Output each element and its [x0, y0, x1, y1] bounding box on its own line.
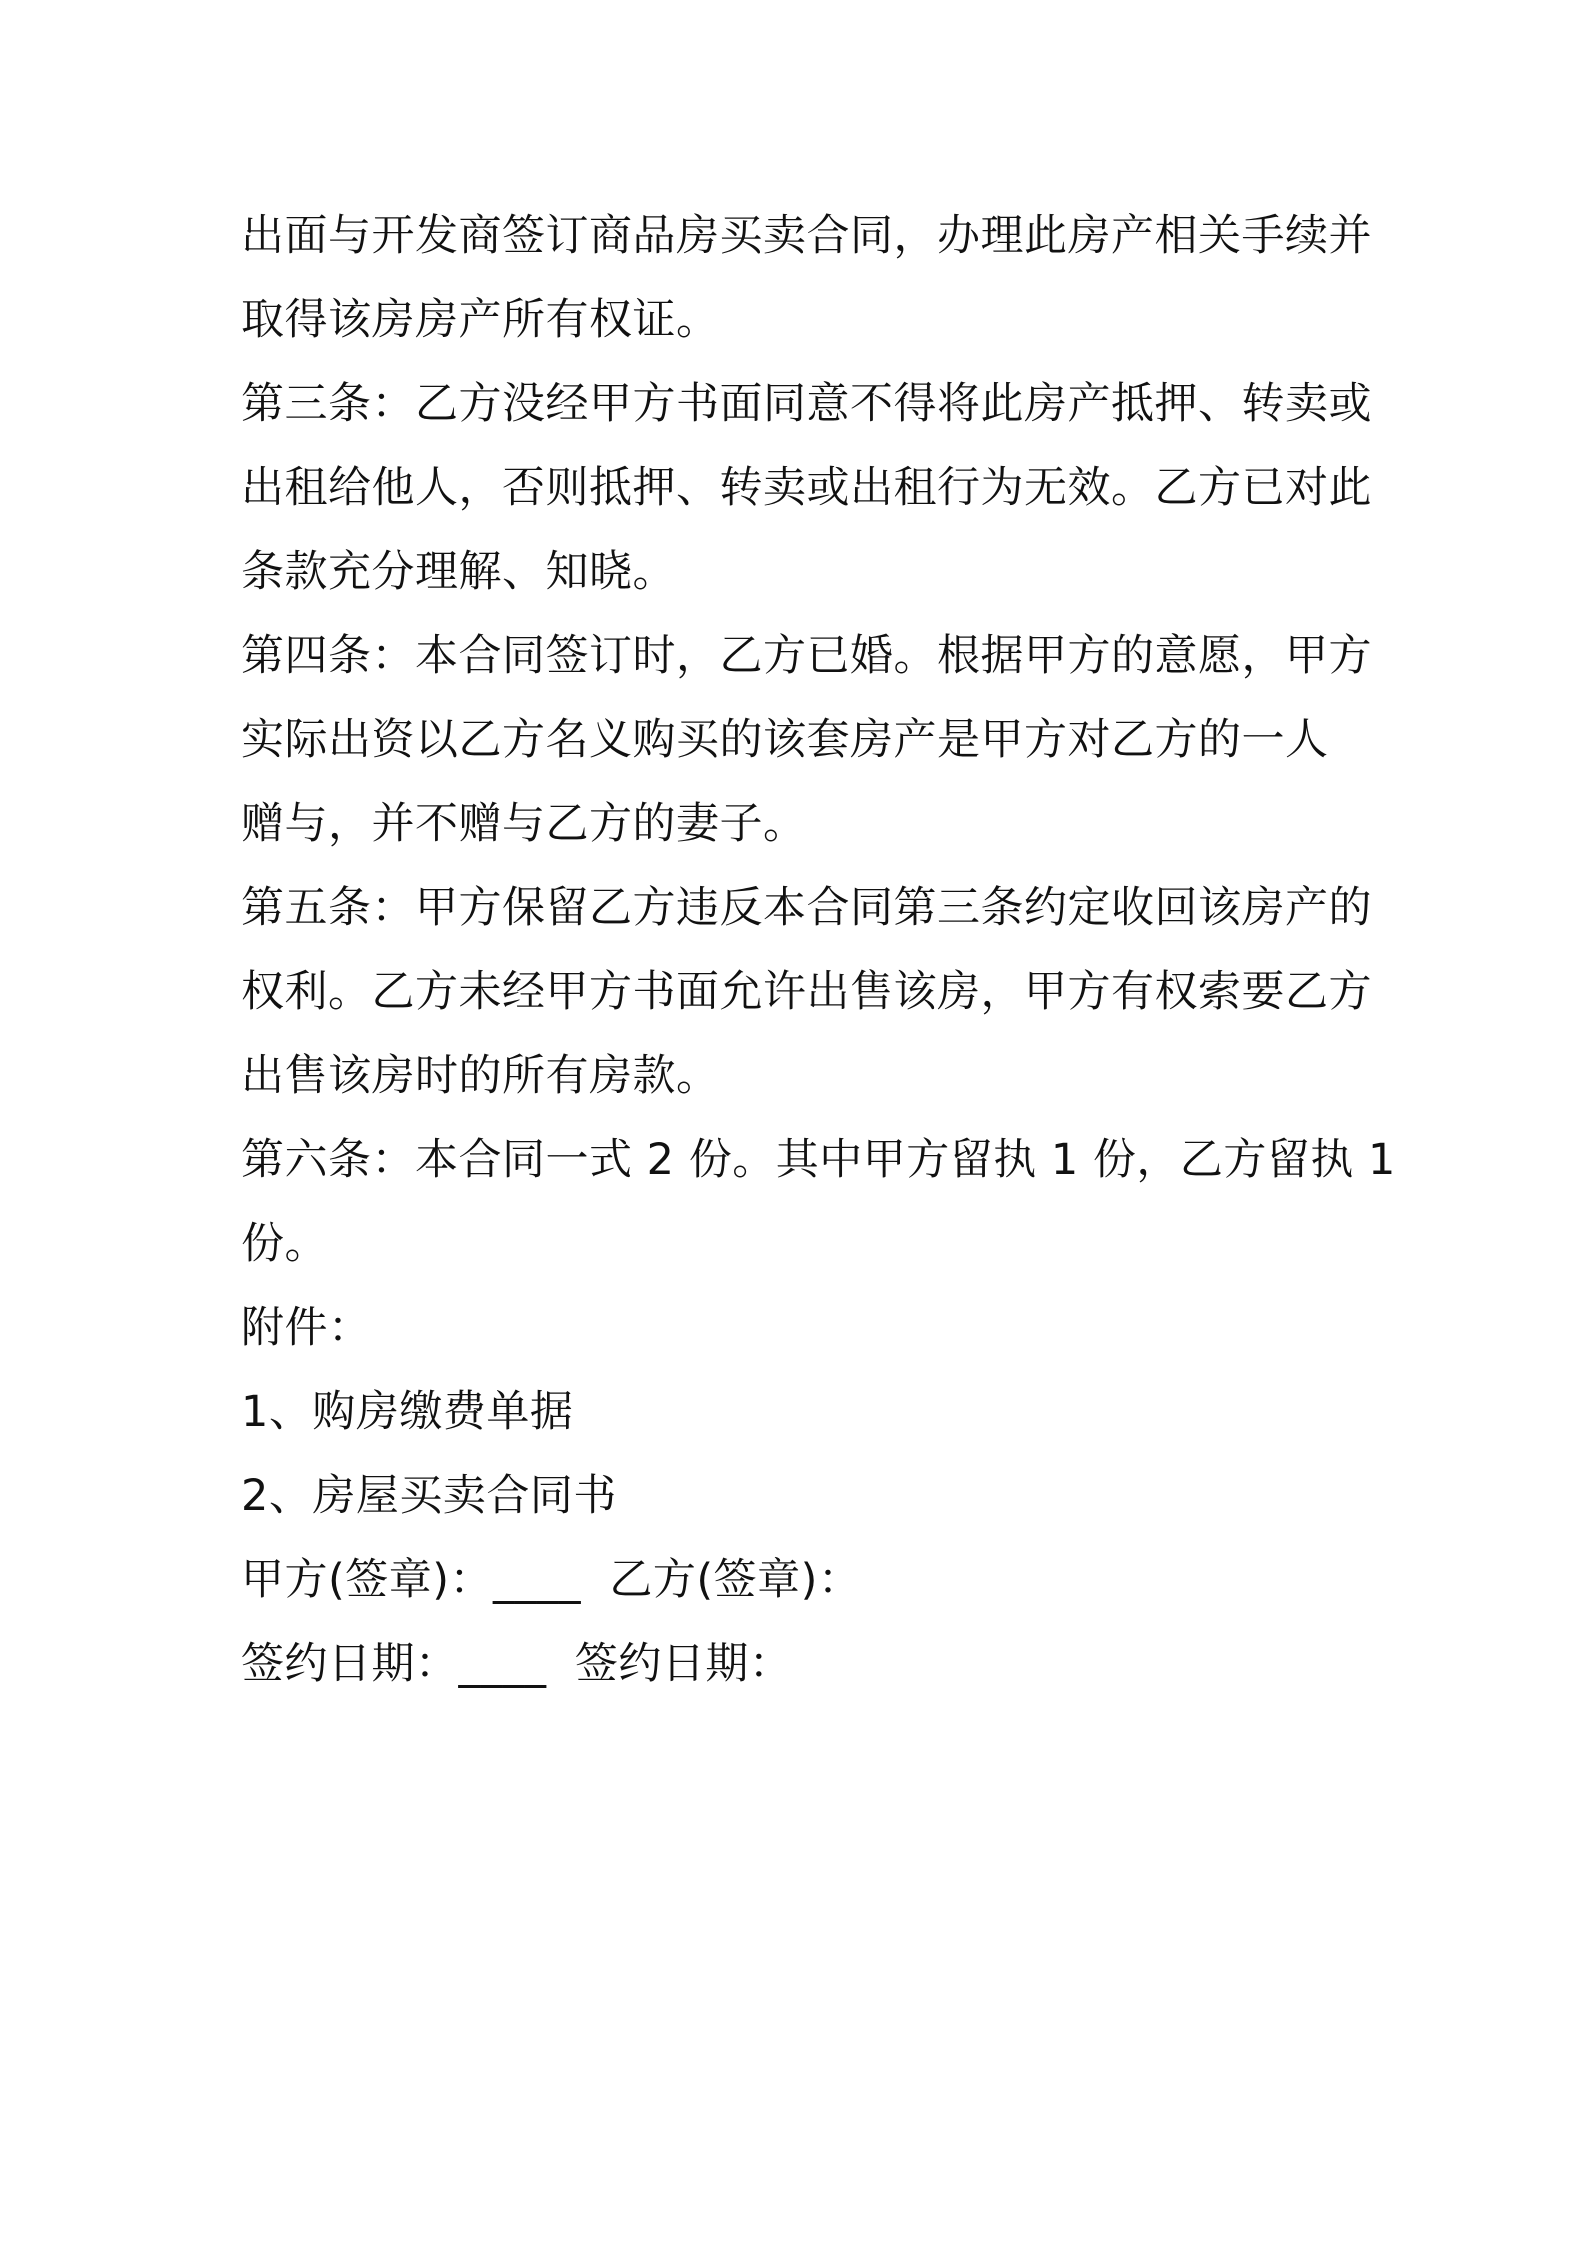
text-line: 第三条：乙方没经甲方书面同意不得将此房产抵押、转卖或 — [241, 379, 1372, 429]
clause-3 — [241, 362, 1372, 614]
text-line: 出租给他人，否则抵押、转卖或出租行为无效。乙方已对此 — [241, 463, 1372, 513]
text-line: 第四条：本合同签订时，乙方已婚。根据甲方的意愿，甲方 — [241, 631, 1372, 681]
text-line: 赠与，并不赠与乙方的妻子。 — [241, 799, 807, 849]
text-line: 签约日期：____ 签约日期： — [241, 1639, 793, 1689]
signature-line — [241, 1538, 1357, 1622]
attachment-item-1 — [241, 1370, 1357, 1454]
text-line: 第六条：本合同一式 2 份。其中甲方留执 1 份，乙方留执 1 — [241, 1135, 1396, 1185]
text-line: 份。 — [241, 1219, 328, 1269]
text-line: 第五条：甲方保留乙方违反本合同第三条约定收回该房产的 — [241, 883, 1372, 933]
paragraph-contract-continuation — [241, 194, 1372, 362]
attachments-heading — [241, 1286, 1357, 1370]
text-line: 1、购房缴费单据 — [241, 1387, 574, 1437]
text-line: 取得该房房产所有权证。 — [241, 295, 720, 345]
text-line: 出售该房时的所有房款。 — [241, 1051, 720, 1101]
text-line: 甲方(签章)：____ 乙方(签章)： — [241, 1555, 862, 1605]
clause-6 — [241, 1118, 1396, 1286]
text-line: 权利。乙方未经甲方书面允许出售该房，甲方有权索要乙方 — [241, 967, 1372, 1017]
text-line: 条款充分理解、知晓。 — [241, 547, 676, 597]
text-line: 2、房屋买卖合同书 — [241, 1471, 617, 1521]
clause-4 — [241, 614, 1372, 866]
attachment-item-2 — [241, 1454, 1357, 1538]
document-body — [241, 194, 1396, 1706]
text-line: 出面与开发商签订商品房买卖合同，办理此房产相关手续并 — [241, 211, 1372, 261]
signing-date-line — [241, 1622, 1357, 1706]
text-line: 附件： — [241, 1303, 372, 1353]
text-line: 实际出资以乙方名义购买的该套房产是甲方对乙方的一人 — [241, 715, 1329, 765]
clause-5 — [241, 866, 1372, 1118]
